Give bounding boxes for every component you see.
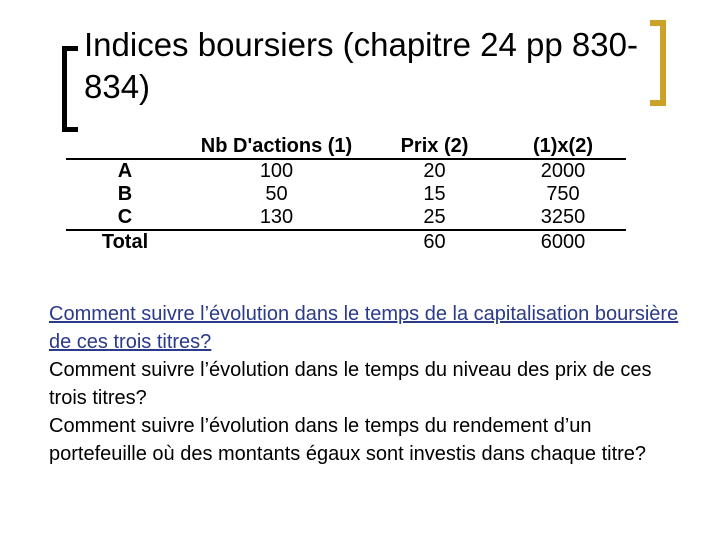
table-row	[66, 183, 626, 206]
cell-price: 20	[423, 160, 446, 182]
table-total-row	[66, 230, 626, 254]
question-price-level: Comment suivre l’évolution dans le temps du niveau des prix de ces trois titres?	[49, 359, 652, 409]
row-label: Total	[101, 231, 149, 253]
table-header-row	[66, 134, 626, 159]
header-price: Prix (2)	[400, 134, 469, 157]
cell-shares: 130	[259, 206, 294, 228]
left-bracket-decoration	[62, 46, 78, 132]
cell-price: 15	[423, 183, 446, 205]
cell-price: 60	[423, 231, 446, 253]
cell-shares: 50	[265, 183, 288, 205]
slide-title: Indices boursiers (chapitre 24 pp 830-834)	[84, 26, 638, 105]
row-label: A	[117, 160, 133, 182]
table-row	[66, 206, 626, 230]
question-link-capitalisation[interactable]: Comment suivre l’évolution dans le temps de la capitalisation boursière de ces trois titres?	[49, 303, 679, 353]
row-label: B	[117, 183, 133, 205]
cell-product: 3250	[540, 206, 586, 228]
header-product: (1)x(2)	[532, 134, 593, 157]
cell-shares: 100	[259, 160, 294, 182]
table-row	[66, 159, 626, 183]
header-empty	[66, 134, 184, 159]
cell-shares	[184, 230, 369, 254]
cell-product: 750	[546, 183, 580, 205]
questions-block	[49, 300, 689, 468]
cell-price: 25	[423, 206, 446, 228]
row-label: C	[117, 206, 133, 228]
header-shares: Nb D'actions (1)	[200, 134, 353, 157]
cell-product: 2000	[540, 160, 586, 182]
question-portfolio-return: Comment suivre l’évolution dans le temps du rendement d’un portefeuille où des montants égaux sont investis dans chaque titre?	[49, 415, 647, 465]
stock-table	[66, 134, 626, 254]
cell-product: 6000	[540, 231, 586, 253]
right-bracket-decoration	[650, 20, 666, 106]
